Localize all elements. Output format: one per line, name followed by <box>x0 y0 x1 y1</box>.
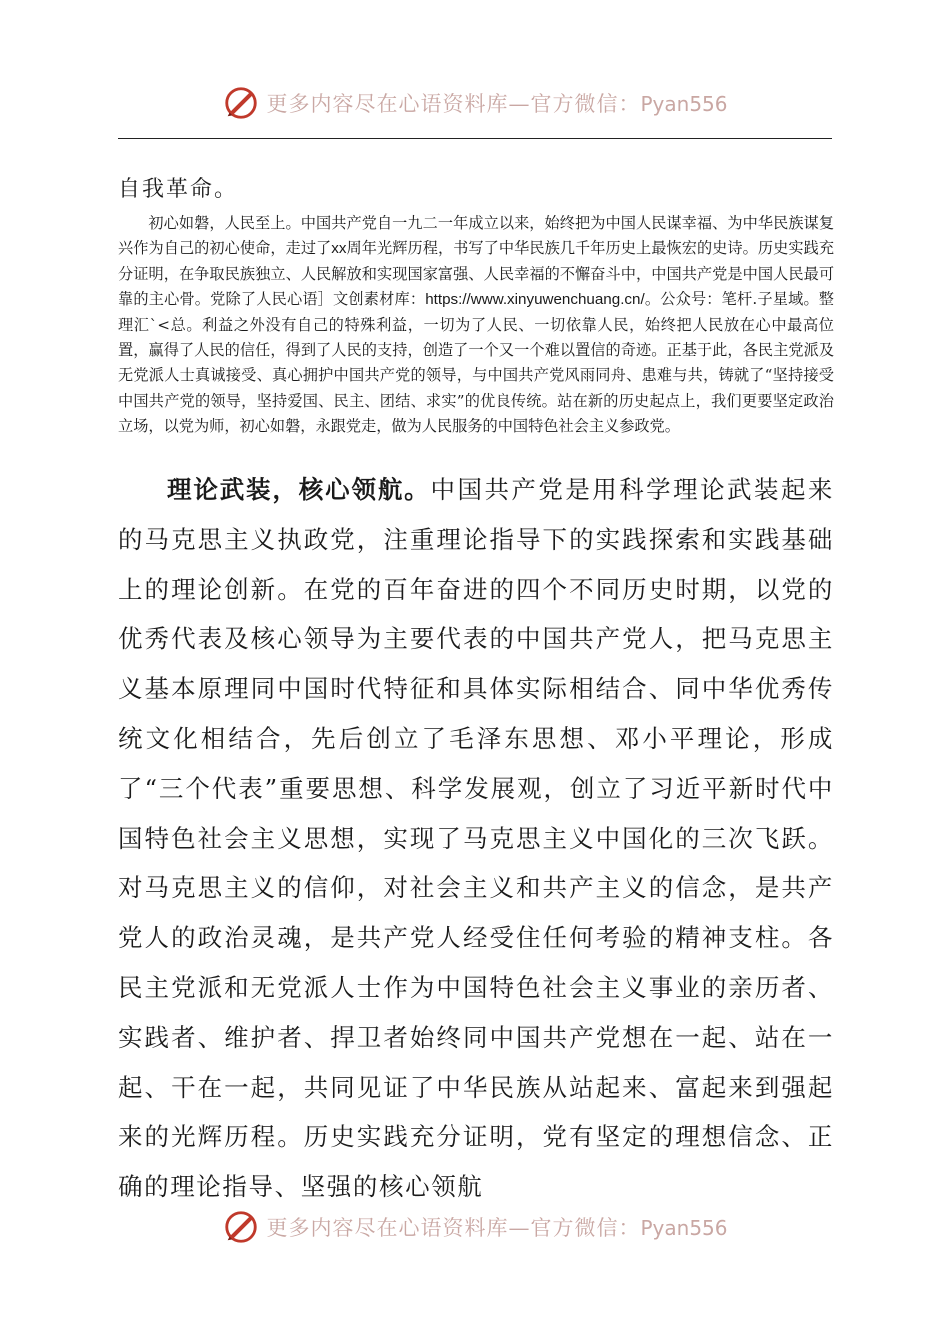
section-heading: 理论武装，核心领航。 <box>167 475 431 504</box>
header-banner <box>0 78 950 128</box>
footer-wechat-id: Pyan556 <box>640 1216 728 1240</box>
source-url: https://www.xinyuwenchuang.cn/ <box>425 291 645 309</box>
pen-logo-icon <box>222 1208 260 1246</box>
footer-banner-text: 更多内容尽在心语资料库—官方微信：Pyan556 <box>266 1216 728 1240</box>
header-wechat-id: Pyan556 <box>640 92 728 116</box>
pen-logo-icon <box>222 84 260 122</box>
footer-banner <box>0 1202 950 1252</box>
paragraph-small: 初心如磐，人民至上。中国共产党自一九二一年成立以来，始终把为中国人民谋幸福、为中华民族谋复兴作为自己的初心使命，走过了xx周年光辉历程，书写了中华民族几千年历史上最恢宏的史诗。历史实践充分证明，在争取民族独立、人民解放和实现国家富强、人民幸福的不懈奋斗中，中国共产党是中国人民最可靠的主心骨。党除了人民心语］文创素材库：https://www.xinyuwenchuang.cn/。公众号：笔杆.子星域。整理汇`<总。利益之外没有自己的特殊利益，一切为了人民、一切依靠人民，始终把人民放在心中最高位置，赢得了人民的信任，得到了人民的支持，创造了一个又一个难以置信的奇迹。正基于此，各民主党派及无党派人士真诚接受、真心拥护中国共产党的领导，与中国共产党风雨同舟、患难与共，铸就了“坚持接受中国共产党的领导，坚持爱国、民主、团结、求实”的优良传统。站在新的历史起点上，我们更要坚定政治立场，以党为师，初心如磐，永跟党走，做为人民服务的中国特色社会主义参政党。 <box>118 214 835 436</box>
header-divider <box>118 138 832 139</box>
header-banner-text: 更多内容尽在心语资料库—官方微信：Pyan556 <box>266 92 728 116</box>
paragraph-large: 理论武装，核心领航。中国共产党是用科学理论武装起来的马克思主义执政党，注重理论指导下的实践探索和实践基础上的理论创新。在党的百年奋进的四个不同历史时期，以党的优秀代表及核心领导为主要代表的中国共产党人，把马克思主义基本原理同中国时代特征和具体实际相结合、同中华优秀传统文化相结合，先后创立了毛泽东思想、邓小平理论，形成了“三个代表”重要思想、科学发展观，创立了习近平新时代中国特色社会主义思想，实现了马克思主义中国化的三次飞跃。对马克思主义的信仰，对社会主义和共产主义的信念，是共产党人的政治灵魂，是共产党人经受住任何考验的精神支柱。各民主党派和无党派人士作为中国特色社会主义事业的亲历者、实践者、维护者、捍卫者始终同中国共产党想在一起、站在一起、干在一起，共同见证了中华民族从站起来、富起来到强起来的光辉历程。历史实践充分证明，党有坚定的理想信念、正确的理论指导、坚强的核心领航 <box>118 475 835 1202</box>
opening-line: 自我革命。 <box>118 177 239 202</box>
